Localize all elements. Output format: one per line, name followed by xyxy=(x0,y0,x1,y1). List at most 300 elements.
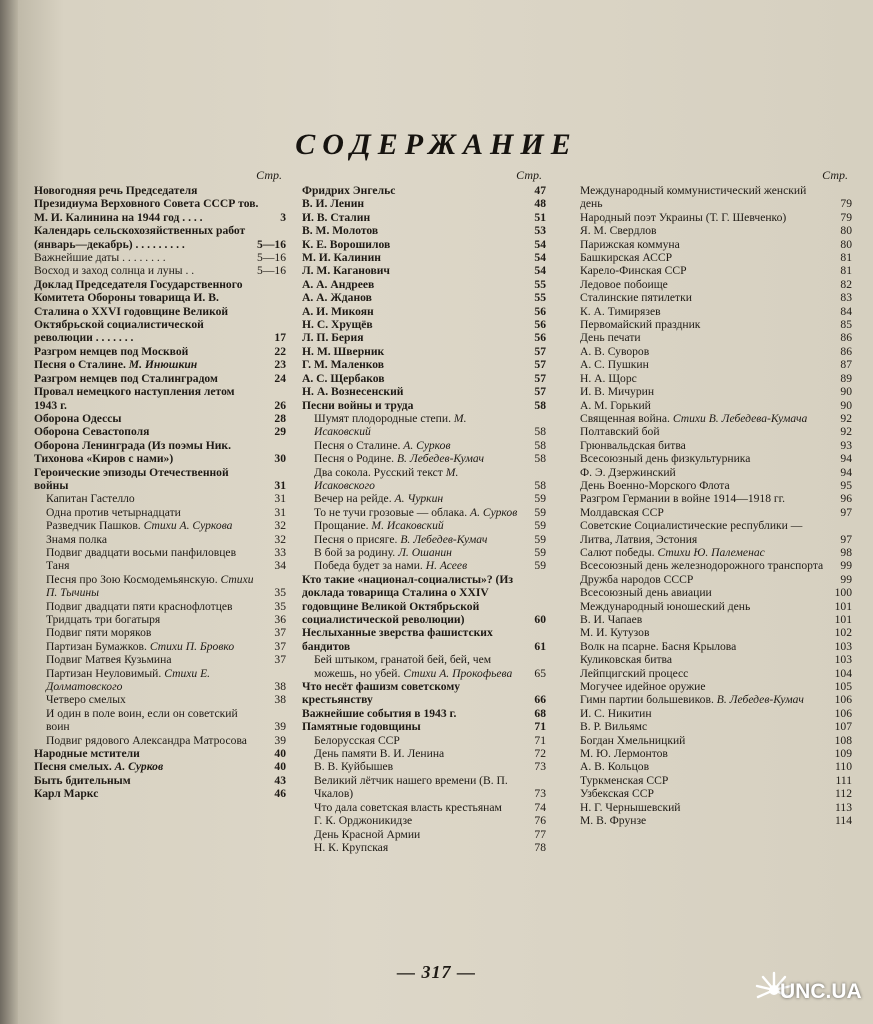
toc-entry-page: 31 xyxy=(274,478,286,492)
page-title: СОДЕРЖАНИЕ xyxy=(295,128,578,161)
toc-entry-page: 85 xyxy=(840,318,852,332)
toc-entry xyxy=(580,559,852,572)
toc-entry-title: Волк на псарне. Басня Крылова xyxy=(580,639,737,653)
toc-entry-page: 99 xyxy=(840,572,852,586)
toc-entry-page: 3 xyxy=(280,210,286,224)
toc-entry-author: М. Исаковский xyxy=(371,519,444,533)
toc-entry-author: Стихи П. Бровко xyxy=(149,639,235,653)
toc-entry-page: 28 xyxy=(274,411,286,425)
toc-entry xyxy=(580,519,852,546)
toc-entry-title: Гимн партии большевиков. xyxy=(580,693,714,707)
toc-entry-page: 81 xyxy=(840,264,852,278)
toc-entry xyxy=(580,184,852,211)
toc-entry xyxy=(580,801,852,814)
toc-entry-title: Два сокола. Русский текст xyxy=(314,465,443,479)
toc-entry xyxy=(302,358,546,371)
toc-entry-title: Туркменская ССР xyxy=(580,773,669,787)
toc-entry-title: Карело-Финская ССР xyxy=(580,264,687,278)
toc-entry-title: А. С. Пушкин xyxy=(580,358,649,372)
toc-entry xyxy=(34,774,286,787)
toc-entry-title: Песня смелых. xyxy=(34,760,112,774)
toc-entry-page: 33 xyxy=(274,545,286,559)
toc-entry-title: Сталинские пятилетки xyxy=(580,291,692,305)
toc-entry-title: А. И. Микоян xyxy=(302,304,374,318)
toc-entry-title: Прощание. xyxy=(314,519,369,533)
toc-entry-title: Партизан Неуловимый. xyxy=(46,666,162,680)
toc-entry-title: А. А. Андреев xyxy=(302,277,375,291)
toc-entry-page: 56 xyxy=(534,304,546,318)
toc-entry-title: М. И. Калинин xyxy=(302,251,381,265)
toc-entry xyxy=(302,734,546,747)
toc-entry-title: Салют победы. xyxy=(580,545,655,559)
toc-entry-page: 74 xyxy=(534,800,546,814)
toc-entry-title: А. А. Жданов xyxy=(302,291,372,305)
toc-entry-title: Таня xyxy=(46,559,70,573)
toc-entry xyxy=(580,385,852,398)
page-column-header: Стр. xyxy=(256,168,282,182)
toc-entry-title: Разгром немцев под Москвой xyxy=(34,344,189,358)
toc-entry xyxy=(580,291,852,304)
toc-entry-page: 46 xyxy=(274,787,286,801)
toc-entry xyxy=(302,211,546,224)
toc-entry-title: Важнейшие даты . . . . . . . . xyxy=(34,251,166,265)
toc-entry-page: 35 xyxy=(274,599,286,613)
page-column-header: Стр. xyxy=(516,168,542,182)
toc-entry-title: Подвиг двадцати пяти краснофлотцев xyxy=(46,599,233,613)
toc-entry xyxy=(580,238,852,251)
toc-entry xyxy=(34,264,286,277)
toc-entry-page: 106 xyxy=(834,693,852,707)
toc-entry-page: 60 xyxy=(534,613,546,626)
toc-entry-page: 58 xyxy=(534,478,546,492)
toc-entry-title: Дружба народов СССР xyxy=(580,572,694,586)
toc-entry-title: А. М. Горький xyxy=(580,398,651,412)
toc-entry-author: Стихи А. Прокофьева xyxy=(403,666,513,680)
watermark-text: UNC.UA xyxy=(780,980,862,1003)
toc-entry xyxy=(302,305,546,318)
toc-entry-page: 81 xyxy=(840,251,852,265)
toc-entry xyxy=(302,224,546,237)
toc-entry-author: А. Сурков xyxy=(470,505,518,519)
toc-entry-page: 109 xyxy=(834,747,852,761)
toc-entry xyxy=(302,801,546,814)
toc-entry-title: А. В. Суворов xyxy=(580,344,650,358)
toc-entry xyxy=(580,693,852,706)
toc-entry-title: Новогодняя речь Председателя Президиума Верховного Совета СССР тов. М. И. Калинина на 1944 год . . . . xyxy=(34,184,259,224)
toc-entry-title: То не тучи грозовые — облака. xyxy=(314,505,468,519)
toc-entry-title: Узбекская ССР xyxy=(580,787,654,801)
toc-entry-title: Ледовое побоище xyxy=(580,277,668,291)
toc-entry-page: 31 xyxy=(274,505,286,519)
toc-entry-author: В. Лебедев-Кумач xyxy=(400,532,488,546)
toc-entry-page: 38 xyxy=(274,693,286,707)
toc-entry xyxy=(302,331,546,344)
toc-entry-title: Фридрих Энгельс xyxy=(302,184,396,197)
toc-entry-title: Доклад Председателя Государственного Комитета Обороны товарища И. В. Сталина о XXVI годовщине Великой Октябрьской социалистической революции . . . . . . . xyxy=(34,277,243,345)
toc-entry-page: 77 xyxy=(534,827,546,841)
toc-entry xyxy=(580,613,852,626)
toc-entry-title: Разгром немцев под Сталинградом xyxy=(34,371,218,385)
toc-entry xyxy=(302,492,546,505)
toc-entry-title: Подвиг рядового Александра Матросова xyxy=(46,733,247,747)
toc-entry xyxy=(34,425,286,438)
toc-entry xyxy=(34,466,286,493)
toc-entry-title: Что дала советская власть крестьянам xyxy=(314,800,502,814)
toc-entry-page: 55 xyxy=(534,291,546,305)
toc-entry-page: 40 xyxy=(274,747,286,761)
toc-entry-page: 57 xyxy=(534,371,546,385)
toc-entry-title: М. И. Кутузов xyxy=(580,626,650,640)
toc-entry-page: 59 xyxy=(534,519,546,533)
toc-entry-title: В. М. Молотов xyxy=(302,224,379,238)
toc-entry-author: В. Лебедев-Кумач xyxy=(716,693,804,707)
toc-entry-title: В. И. Чапаев xyxy=(580,613,643,626)
toc-entry-page: 59 xyxy=(534,492,546,506)
toc-entry-page: 103 xyxy=(834,653,852,667)
toc-entry-page: 68 xyxy=(534,706,546,720)
toc-entry-page: 105 xyxy=(834,680,852,694)
toc-entry xyxy=(302,653,546,680)
toc-entry-page: 35 xyxy=(274,586,286,600)
toc-entry-page: 48 xyxy=(534,197,546,211)
toc-entry-title: И. В. Мичурин xyxy=(580,385,655,399)
toc-entry xyxy=(580,653,852,666)
toc-entry xyxy=(302,372,546,385)
toc-entry-title: Могучее идейное оружие xyxy=(580,680,706,694)
toc-entry-title: Песни войны и труда xyxy=(302,398,414,412)
toc-entry-page: 83 xyxy=(840,291,852,305)
toc-entry-page: 59 xyxy=(534,532,546,546)
toc-entry-page: 66 xyxy=(534,693,546,707)
toc-entry-title: В. Р. Вильямс xyxy=(580,720,648,734)
toc-entry-title: Победа будет за нами. xyxy=(314,559,423,573)
toc-entry-page: 56 xyxy=(534,318,546,332)
toc-entry-page: 113 xyxy=(835,800,852,814)
toc-entry xyxy=(302,345,546,358)
toc-entry-page: 58 xyxy=(534,452,546,466)
toc-entry-title: Г. М. Маленков xyxy=(302,358,385,372)
toc-entry-page: 54 xyxy=(534,264,546,278)
toc-entry-title: Провал немецкого наступления летом 1943 г. xyxy=(34,385,235,412)
toc-entry-page: 101 xyxy=(834,599,852,613)
toc-entry-title: Подвиг пяти моряков xyxy=(46,626,152,640)
toc-entry xyxy=(580,331,852,344)
toc-entry-page: 79 xyxy=(840,197,852,211)
toc-entry-page: 112 xyxy=(835,787,852,801)
toc-entry xyxy=(302,385,546,398)
toc-entry xyxy=(34,640,286,653)
toc-entry-page: 103 xyxy=(834,639,852,653)
toc-entry xyxy=(580,546,852,559)
toc-entry-page: 53 xyxy=(534,224,546,238)
toc-entry xyxy=(302,506,546,519)
toc-entry-page: 71 xyxy=(534,720,546,734)
toc-entry-page: 36 xyxy=(274,613,286,626)
toc-entry xyxy=(302,197,546,210)
toc-entry xyxy=(34,184,286,224)
toc-entry-title: К. Е. Ворошилов xyxy=(302,237,391,251)
toc-entry xyxy=(580,680,852,693)
toc-entry xyxy=(302,184,546,197)
toc-entry-page: 47 xyxy=(534,184,546,197)
toc-entry xyxy=(34,573,286,600)
toc-entry-title: Героические эпизоды Отечественной войны xyxy=(34,465,229,492)
toc-entry-title: Всесоюзный день физкультурника xyxy=(580,452,751,466)
toc-entry-title: К. А. Тимирязев xyxy=(580,304,661,318)
toc-list xyxy=(302,184,546,854)
toc-entry xyxy=(34,747,286,760)
toc-entry xyxy=(580,586,852,599)
toc-entry-title: Карл Маркс xyxy=(34,787,99,801)
toc-entry xyxy=(34,734,286,747)
toc-entry-title: Первомайский праздник xyxy=(580,318,701,332)
toc-entry-page: 100 xyxy=(834,586,852,600)
toc-entry xyxy=(34,546,286,559)
toc-entry-page: 101 xyxy=(834,613,852,626)
toc-entry-title: Партизан Бумажков. xyxy=(46,639,147,653)
toc-column-1 xyxy=(34,168,286,801)
toc-entry xyxy=(580,814,852,827)
toc-entry-page: 57 xyxy=(534,358,546,372)
toc-entry xyxy=(302,291,546,304)
toc-entry xyxy=(34,412,286,425)
toc-entry xyxy=(580,439,852,452)
toc-entry-title: Оборона Ленинграда (Из поэмы Ник. Тихонова «Киров с нами») xyxy=(34,438,231,466)
toc-entry xyxy=(34,278,286,345)
toc-entry-title: Международный юношеский день xyxy=(580,599,751,613)
toc-entry-title: Я. М. Свердлов xyxy=(580,224,657,238)
toc-entry-page: 86 xyxy=(840,344,852,358)
toc-entry xyxy=(580,774,852,787)
toc-entry-author: Стихи Ю. Палеменас xyxy=(657,545,765,559)
toc-entry-title: Священная война. xyxy=(580,411,670,425)
toc-entry-title: М. В. Фрунзе xyxy=(580,814,647,828)
toc-entry-page: 104 xyxy=(834,666,852,680)
toc-entry-page: 110 xyxy=(835,760,852,774)
toc-entry-page: 65 xyxy=(534,666,546,680)
toc-entry-title: Оборона Одессы xyxy=(34,411,122,425)
toc-entry-page: 82 xyxy=(840,277,852,291)
toc-entry xyxy=(580,787,852,800)
toc-entry xyxy=(302,452,546,465)
toc-entry-title: Капитан Гастелло xyxy=(46,492,135,506)
toc-entry-title: Календарь сельскохозяйственных работ (январь—декабрь) . . . . . . . . . xyxy=(34,224,246,251)
toc-entry-title: Песня о Сталине. xyxy=(34,358,126,372)
toc-entry-title: В. В. Куйбышев xyxy=(314,760,394,774)
toc-entry-title: И. В. Сталин xyxy=(302,210,371,224)
toc-entry-title: Богдан Хмельницкий xyxy=(580,733,686,747)
toc-entry xyxy=(302,828,546,841)
toc-entry-title: Н. Г. Чернышевский xyxy=(580,800,681,814)
toc-entry xyxy=(302,747,546,760)
toc-entry xyxy=(34,613,286,626)
toc-entry-page: 58 xyxy=(534,425,546,439)
page-number: — 317 — xyxy=(397,962,476,982)
toc-entry xyxy=(580,372,852,385)
toc-entry-title: Л. П. Берия xyxy=(302,331,364,345)
toc-entry-title: Песня про Зою Космодемьянскую. xyxy=(46,572,218,586)
toc-entry xyxy=(34,760,286,773)
toc-entry xyxy=(580,640,852,653)
toc-entry-title: Международный коммунистический женский день xyxy=(580,184,807,211)
toc-entry-title: Н. М. Шверник xyxy=(302,344,385,358)
toc-entry xyxy=(34,345,286,358)
toc-entry-title: Народные мстители xyxy=(34,747,140,761)
toc-entry-page: 84 xyxy=(840,304,852,318)
toc-entry-title: Всесоюзный день авиации xyxy=(580,586,712,600)
toc-entry-author: М. Исаковского xyxy=(314,465,459,492)
toc-entry-page: 92 xyxy=(840,425,852,439)
toc-entry xyxy=(34,707,286,734)
toc-entry-title: Великий лётчик нашего времени (В. П. Чкалов) xyxy=(314,773,508,801)
toc-entry-author: В. Лебедев-Кумач xyxy=(396,452,485,466)
toc-entry-title: Л. М. Каганович xyxy=(302,264,390,278)
toc-entry-title: Песня о присяге. xyxy=(314,532,398,546)
toc-entry xyxy=(302,707,546,720)
toc-entry-title: Н. А. Вознесенский xyxy=(302,385,404,399)
toc-entry-page: 73 xyxy=(534,787,546,801)
toc-entry-title: Разведчик Пашков. xyxy=(46,519,141,533)
toc-entry-page: 38 xyxy=(274,680,286,694)
toc-entry-page: 51 xyxy=(534,210,546,224)
toc-entry xyxy=(580,425,852,438)
toc-entry-page: 72 xyxy=(534,747,546,761)
toc-entry-title: Куликовская битва xyxy=(580,653,673,667)
toc-entry-page: 94 xyxy=(840,465,852,479)
toc-entry-title: Лейпцигский процесс xyxy=(580,666,689,680)
toc-entry xyxy=(302,466,546,493)
toc-entry-page: 30 xyxy=(274,452,286,466)
toc-entry xyxy=(34,559,286,572)
toc-entry xyxy=(302,680,546,707)
toc-entry xyxy=(580,211,852,224)
toc-entry-title: Подвиг Матвея Кузьмина xyxy=(46,653,172,667)
toc-entry-page: 73 xyxy=(534,760,546,774)
toc-entry-title: Вечер на рейде. xyxy=(314,492,392,506)
toc-entry-title: Разгром Германии в войне 1914—1918 гг. xyxy=(580,492,786,506)
toc-entry-page: 58 xyxy=(534,438,546,452)
toc-entry-page: 94 xyxy=(840,452,852,466)
toc-entry xyxy=(302,626,546,653)
toc-entry-page: 23 xyxy=(274,358,286,372)
toc-entry-author: А. Сурков xyxy=(114,760,164,774)
toc-entry-page: 32 xyxy=(274,532,286,546)
toc-entry-title: Ф. Э. Дзержинский xyxy=(580,465,676,479)
toc-entry-page: 56 xyxy=(534,331,546,345)
toc-entry xyxy=(580,720,852,733)
toc-entry-author: М. Исаковский xyxy=(314,411,467,439)
toc-entry-title: Шумят плодородные степи. xyxy=(314,411,451,425)
toc-entry-page: 97 xyxy=(840,532,852,546)
toc-entry xyxy=(34,626,286,639)
toc-entry-page: 5—16 xyxy=(257,237,286,251)
toc-entry-page: 39 xyxy=(274,720,286,734)
toc-entry-page: 107 xyxy=(834,720,852,734)
toc-entry xyxy=(580,466,852,479)
toc-entry-page: 57 xyxy=(534,385,546,399)
toc-entry xyxy=(34,787,286,800)
toc-entry-page: 97 xyxy=(840,505,852,519)
toc-entry-page: 59 xyxy=(534,545,546,559)
toc-entry xyxy=(34,385,286,412)
toc-entry xyxy=(580,318,852,331)
toc-entry-author: А. Сурков xyxy=(403,438,451,452)
page-column-header: Стр. xyxy=(822,168,848,182)
toc-entry-page: 98 xyxy=(840,545,852,559)
toc-entry xyxy=(580,264,852,277)
toc-entry-page: 111 xyxy=(835,773,852,787)
toc-entry-title: Кто такие «национал-социалисты»? (Из доклада товарища Сталина о XXIV годовщине Великой Октябрьской социалистической революции) xyxy=(302,572,514,626)
toc-entry-title: Н. А. Щорс xyxy=(580,371,637,385)
toc-entry-title: День Красной Армии xyxy=(314,827,421,841)
toc-entry-title: Башкирская АССР xyxy=(580,251,673,265)
toc-entry-title: В бой за родину. xyxy=(314,545,396,559)
toc-entry-title: Молдавская ССР xyxy=(580,505,664,519)
toc-entry xyxy=(302,841,546,854)
toc-entry-page: 31 xyxy=(274,492,286,506)
toc-entry xyxy=(302,264,546,277)
toc-entry-title: Полтавский бой xyxy=(580,425,660,439)
toc-entry-page: 76 xyxy=(534,814,546,828)
toc-entry xyxy=(302,251,546,264)
toc-entry-title: Белорусская ССР xyxy=(314,733,400,747)
toc-entry-page: 5—16 xyxy=(257,264,286,278)
toc-entry-title: Что несёт фашизм советскому крестьянству xyxy=(302,680,461,707)
toc-entry xyxy=(302,559,546,572)
toc-entry-title: Тридцать три богатыря xyxy=(46,613,161,626)
toc-entry-title: Н. С. Хрущёв xyxy=(302,318,373,332)
toc-entry-title: Бей штыком, гранатой бей, бей, чем можешь, но убей. xyxy=(314,653,492,680)
toc-entry xyxy=(302,814,546,827)
toc-entry xyxy=(34,693,286,706)
toc-entry-title: И один в поле воин, если он советский воин xyxy=(46,706,238,734)
toc-entry xyxy=(580,626,852,639)
toc-entry-page: 106 xyxy=(834,706,852,720)
toc-entry-title: Н. К. Крупская xyxy=(314,840,389,854)
toc-entry xyxy=(580,412,852,425)
toc-entry xyxy=(580,399,852,412)
toc-entry xyxy=(580,278,852,291)
toc-entry xyxy=(302,760,546,773)
toc-entry-page: 29 xyxy=(274,425,286,439)
toc-entry xyxy=(580,479,852,492)
toc-entry-title: И. С. Никитин xyxy=(580,706,652,720)
toc-entry xyxy=(580,760,852,773)
toc-entry xyxy=(580,734,852,747)
toc-entry-title: День Военно-Морского Флота xyxy=(580,478,730,492)
toc-entry-page: 90 xyxy=(840,385,852,399)
toc-entry xyxy=(34,492,286,505)
toc-entry-page: 58 xyxy=(534,398,546,412)
toc-entry xyxy=(34,506,286,519)
toc-entry xyxy=(302,573,546,627)
toc-entry-title: Памятные годовщины xyxy=(302,720,421,734)
toc-entry-page: 22 xyxy=(274,344,286,358)
toc-entry xyxy=(302,546,546,559)
toc-entry-page: 37 xyxy=(274,626,286,640)
toc-entry-title: День печати xyxy=(580,331,641,345)
toc-entry-page: 43 xyxy=(274,773,286,787)
toc-entry-title: Грюнвальдская битва xyxy=(580,438,686,452)
toc-entry-author: Стихи В. Лебедева-Кумача xyxy=(672,411,808,425)
toc-entry-page: 96 xyxy=(840,492,852,506)
toc-entry xyxy=(34,439,286,466)
toc-entry-page: 90 xyxy=(840,398,852,412)
toc-entry-page: 40 xyxy=(274,760,286,774)
toc-entry xyxy=(34,251,286,264)
toc-entry-title: Быть бдительным xyxy=(34,773,131,787)
toc-entry-title: День памяти В. И. Ленина xyxy=(314,747,445,761)
